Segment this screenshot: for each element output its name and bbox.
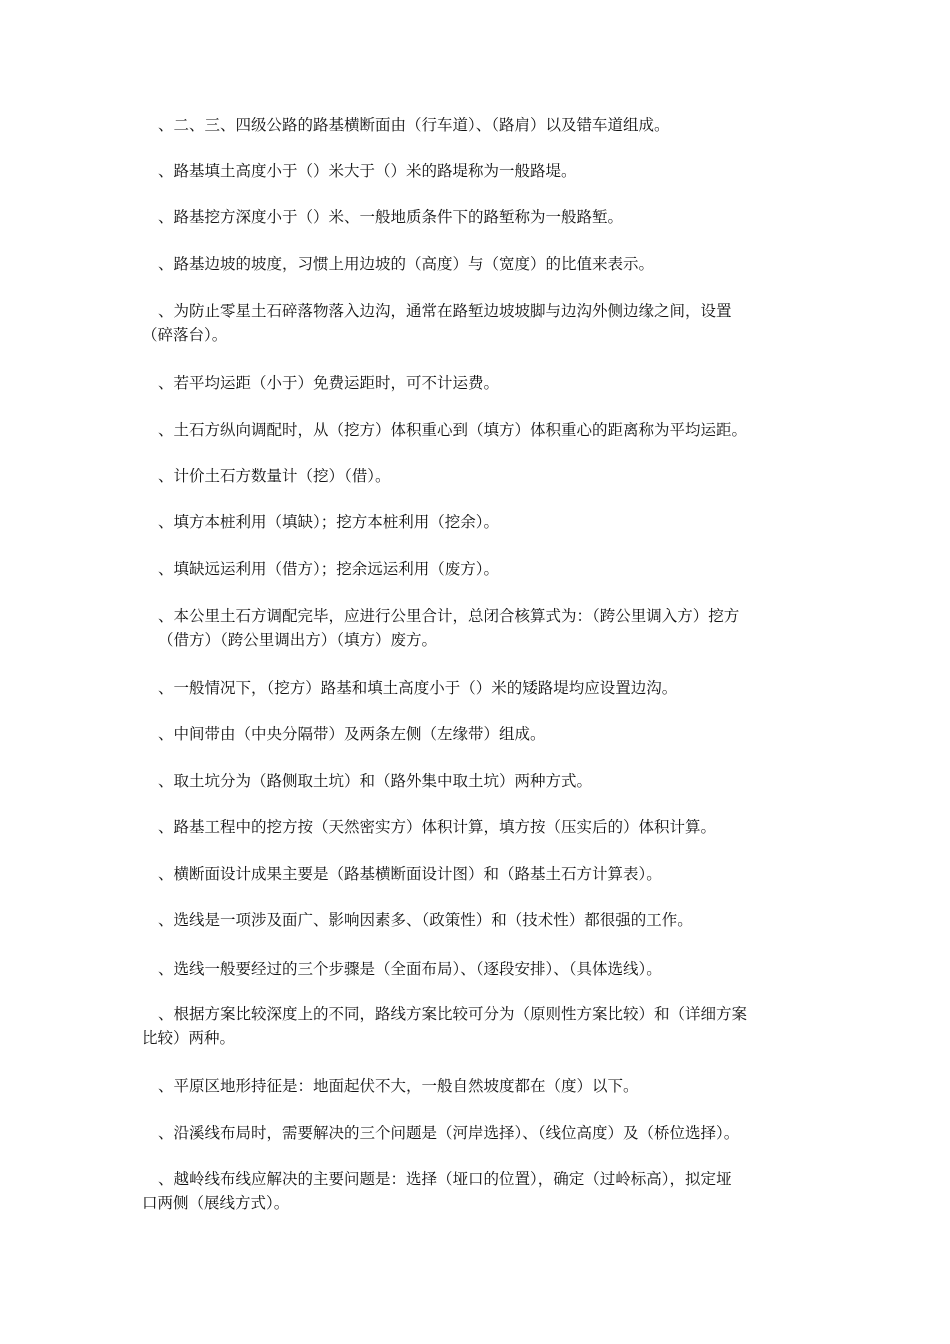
paragraph-line: 、取土坑分为（路侧取土坑）和（路外集中取土坑）两种方式。 xyxy=(158,772,593,790)
paragraph-7 xyxy=(142,418,822,442)
paragraph-line: 、土石方纵向调配时，从（挖方）体积重心到（填方）体积重心的距离称为平均运距。 xyxy=(158,421,748,439)
paragraph-line: 、为防止零星土石碎落物落入边沟，通常在路堑边坡坡脚与边沟外侧边缘之间，设置 xyxy=(158,302,732,320)
paragraph-20 xyxy=(142,1074,822,1098)
paragraph-5 xyxy=(142,299,822,347)
paragraph-8 xyxy=(142,464,822,488)
paragraph-line: 、计价土石方数量计（挖）（借）。 xyxy=(158,467,391,485)
paragraph-line: 、填缺远运利用（借方）；挖余远运利用（废方）。 xyxy=(158,560,500,578)
paragraph-line: （借方）（跨公里调出方）（填方）废方。 xyxy=(158,631,438,649)
paragraph-line: 、平原区地形持征是：地面起伏不大，一般自然坡度都在（度）以下。 xyxy=(158,1077,639,1095)
paragraph-line: 比较）两种。 xyxy=(142,1029,236,1047)
paragraph-line: （碎落台）。 xyxy=(142,326,228,344)
paragraph-9 xyxy=(142,510,822,534)
paragraph-line: 、路基填土高度小于（）米大于（）米的路堤称为一般路堤。 xyxy=(158,162,577,180)
paragraph-17 xyxy=(142,908,822,932)
paragraph-10 xyxy=(142,557,822,581)
paragraph-2 xyxy=(142,159,822,183)
paragraph-line: 、路基边坡的坡度，习惯上用边坡的（高度）与（宽度）的比值来表示。 xyxy=(158,255,655,273)
paragraph-6 xyxy=(142,371,822,395)
paragraph-12 xyxy=(142,676,822,700)
paragraph-line: 、二、三、四级公路的路基横断面由（行车道）、（路肩）以及错车道组成。 xyxy=(158,116,670,134)
paragraph-3 xyxy=(142,205,822,229)
paragraph-19 xyxy=(142,1002,822,1050)
paragraph-1 xyxy=(142,113,822,137)
paragraph-line: 、沿溪线布局时，需要解决的三个问题是（河岸选择）、（线位高度）及（桥位选择）。 xyxy=(158,1124,740,1142)
paragraph-line: 、中间带由（中央分隔带）及两条左侧（左缘带）组成。 xyxy=(158,725,546,743)
paragraph-line: 、路基挖方深度小于（）米、一般地质条件下的路堑称为一般路堑。 xyxy=(158,208,624,226)
paragraph-line: 、越岭线布线应解决的主要问题是：选择（垭口的位置），确定（过岭标高），拟定垭 xyxy=(158,1170,732,1188)
paragraph-line: 、根据方案比较深度上的不同，路线方案比较可分为（原则性方案比较）和（详细方案 xyxy=(158,1005,748,1023)
paragraph-13 xyxy=(142,722,822,746)
paragraph-18 xyxy=(142,957,822,981)
paragraph-line: 口两侧（展线方式）。 xyxy=(142,1194,290,1212)
paragraph-line: 、选线一般要经过的三个步骤是（全面布局）、（逐段安排）、（具体选线）。 xyxy=(158,960,662,978)
paragraph-16 xyxy=(142,862,822,886)
paragraph-4 xyxy=(142,252,822,276)
paragraph-21 xyxy=(142,1121,822,1145)
paragraph-line: 、本公里土石方调配完毕，应进行公里合计，总闭合核算式为：（跨公里调入方）挖方 xyxy=(158,607,740,625)
paragraph-11 xyxy=(142,604,822,652)
paragraph-line: 、一般情况下，（挖方）路基和填土高度小于（）米的矮路堤均应设置边沟。 xyxy=(158,679,678,697)
paragraph-line: 、路基工程中的挖方按（天然密实方）体积计算，填方按（压实后的）体积计算。 xyxy=(158,818,717,836)
paragraph-15 xyxy=(142,815,822,839)
paragraph-line: 、若平均运距（小于）免费运距时，可不计运费。 xyxy=(158,374,500,392)
paragraph-line: 、填方本桩利用（填缺）；挖方本桩利用（挖余）。 xyxy=(158,513,500,531)
paragraph-14 xyxy=(142,769,822,793)
paragraph-line: 、选线是一项涉及面广、影响因素多、（政策性）和（技术性）都很强的工作。 xyxy=(158,911,693,929)
paragraph-22 xyxy=(142,1167,822,1215)
paragraph-line: 、横断面设计成果主要是（路基横断面设计图）和（路基土石方计算表）。 xyxy=(158,865,662,883)
